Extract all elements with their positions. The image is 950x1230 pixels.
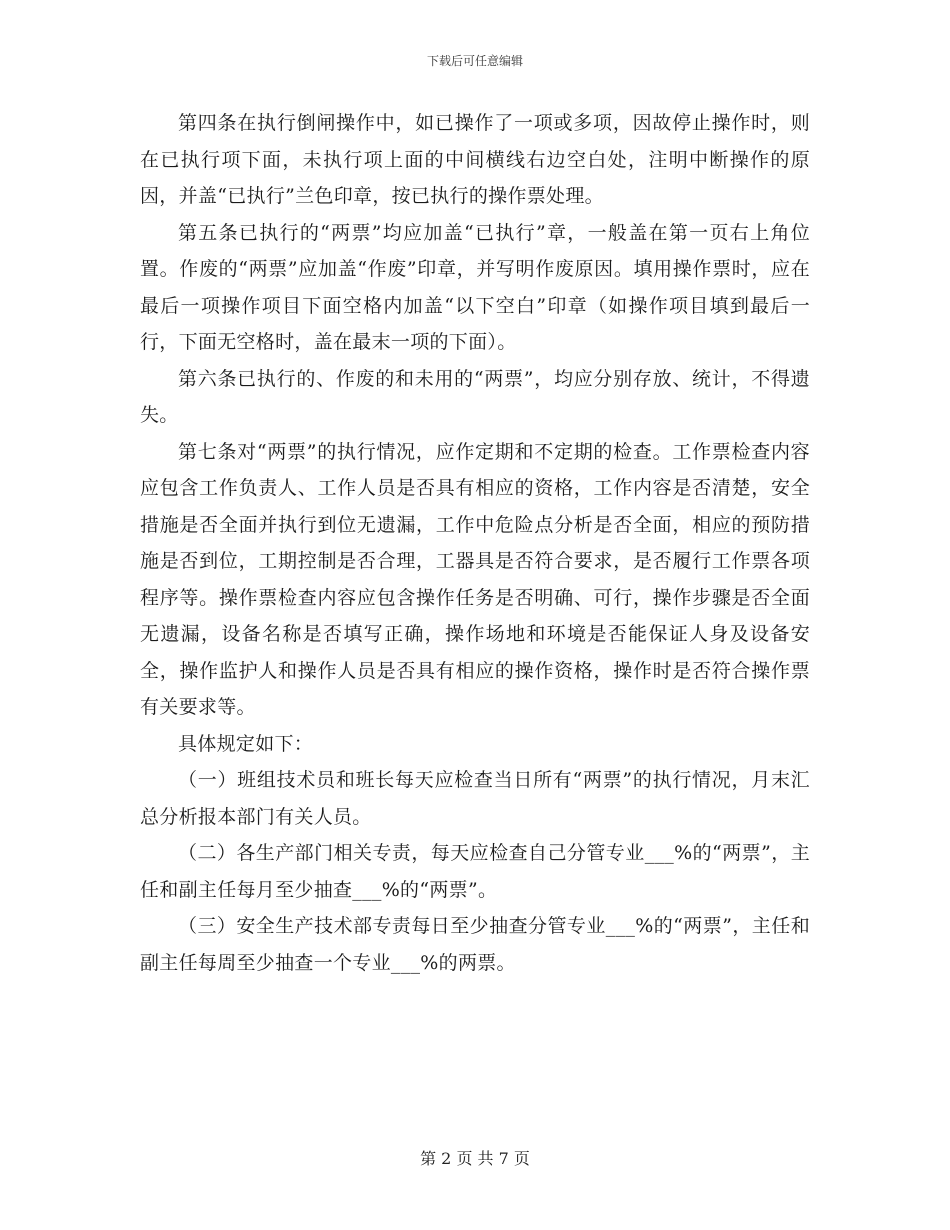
paragraph-specific-rules-intro: 具体规定如下： [178, 732, 314, 755]
paragraph-rule-2: （二）各生产部门相关专责，每天应检查自己分管专业___%的“两票”，主任和副主任每月至少抽查___%的“两票”。 [140, 842, 810, 901]
paragraph-rule-1: （一）班组技术员和班长每天应检查当日所有“两票”的执行情况，月末汇总分析报本部门有关人员。 [140, 769, 810, 828]
paragraph-article-4: 第四条在执行倒闸操作中，如已操作了一项或多项，因故停止操作时，则在已执行项下面，未执行项上面的中间横线右边空白处，注明中断操作的原因，并盖“已执行”兰色印章，按已执行的操作票处理。 [140, 112, 810, 207]
paragraph-article-5: 第五条已执行的“两票”均应加盖“已执行”章，一般盖在第一页右上角位置。作废的“两票”应加盖“作废”印章，并写明作废原因。填用操作票时，应在最后一项操作项目下面空格内加盖“以下空白”印章（如操作项目填到最后一行，下面无空格时，盖在最末一项的下面）。 [140, 221, 810, 353]
page-header: 下载后可任意编辑 [426, 54, 523, 68]
page-number-footer: 第 2 页 共 7 页 [420, 1149, 530, 1168]
paragraph-article-7: 第七条对“两票”的执行情况，应作定期和不定期的检查。工作票检查内容应包含工作负责人、工作人员是否具有相应的资格，工作内容是否清楚，安全措施是否全面并执行到位无遗漏，工作中危险点分析是否全面，相应的预防措施是否到位，工期控制是否合理，工器具是否符合要求，是否履行工作票各项程序等。操作票检查内容应包含操作任务是否明确、可行，操作步骤是否全面无遗漏，设备名称是否填写正确，操作场地和环境是否能保证人身及设备安全，操作监护人和操作人员是否具有相应的操作资格，操作时是否符合操作票有关要求等。 [140, 440, 810, 718]
paragraph-article-6: 第六条已执行的、作废的和未用的“两票”，均应分别存放、统计，不得遗失。 [140, 367, 810, 426]
paragraph-rule-3: （三）安全生产技术部专责每日至少抽查分管专业___%的“两票”，主任和副主任每周至少抽查一个专业___%的两票。 [140, 915, 810, 974]
document-body [140, 105, 810, 981]
